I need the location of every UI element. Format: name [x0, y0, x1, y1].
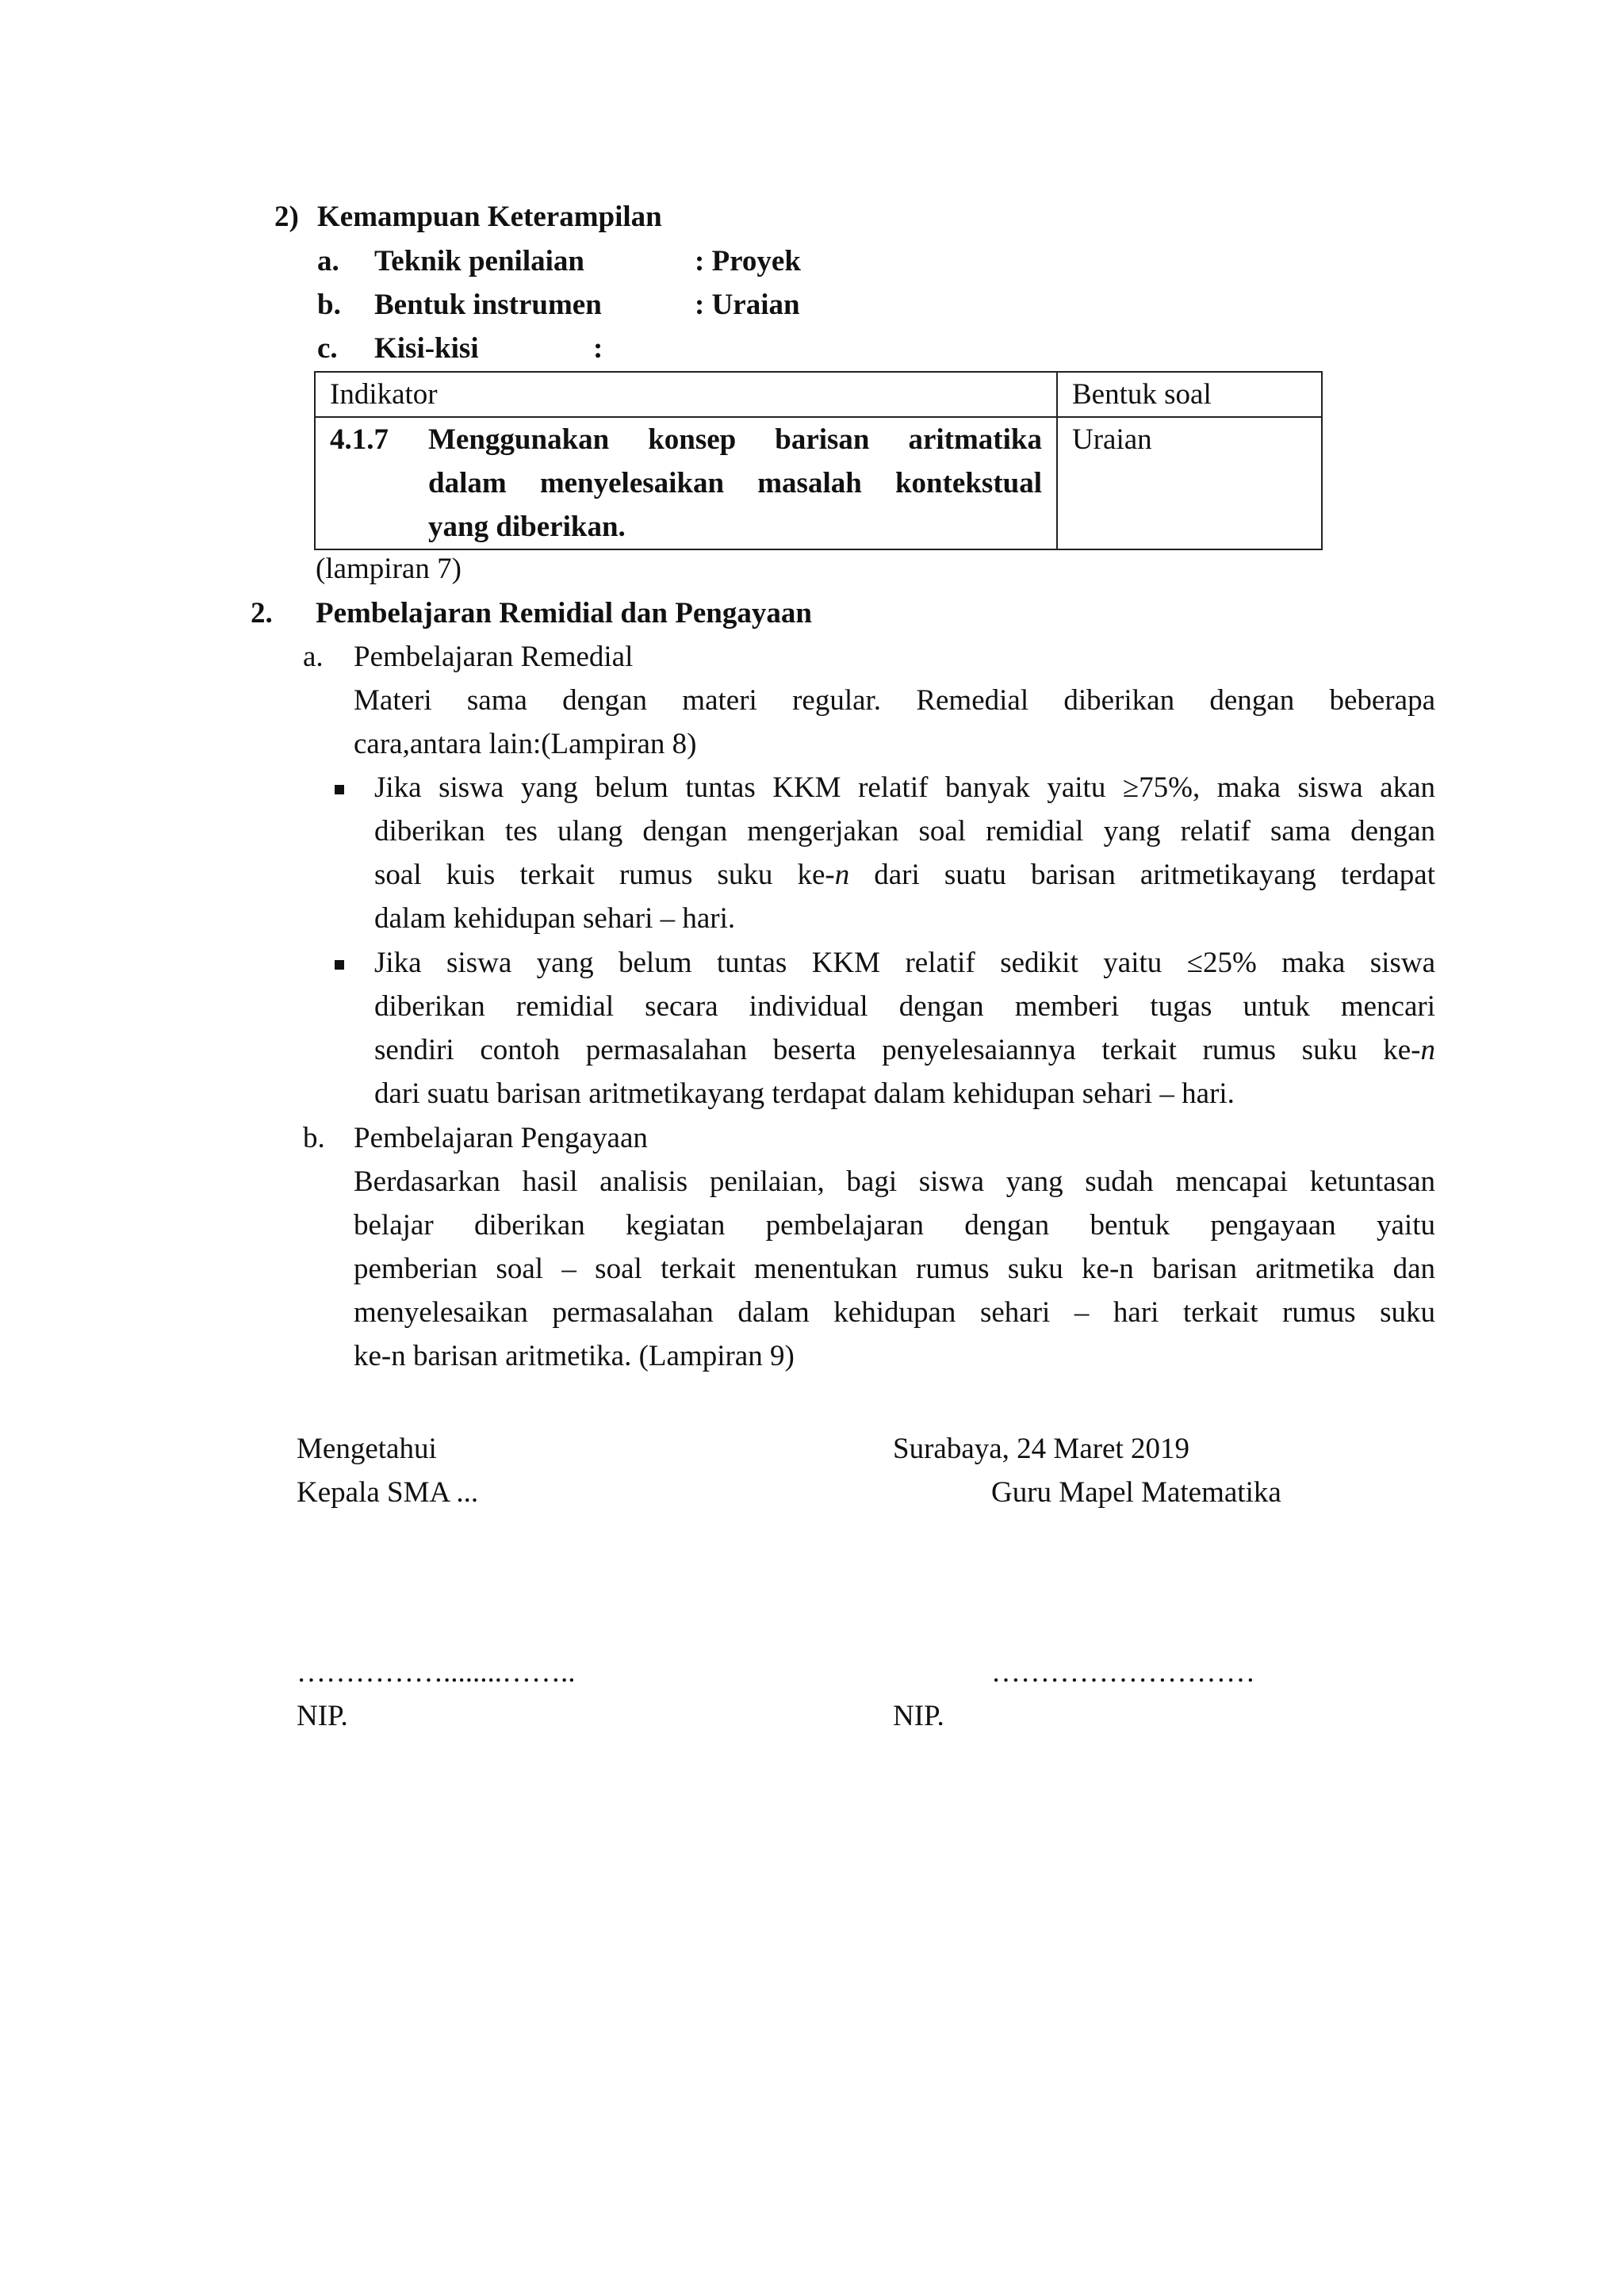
signature-right-nip: NIP.: [893, 1700, 944, 1732]
table-header-cell: Indikator: [315, 372, 1057, 417]
sub-heading: Pembelajaran Pengayaan: [354, 1122, 648, 1154]
line-text: soal kuis terkait rumus suku ke-: [374, 859, 835, 891]
item-label: Bentuk instrumen: [374, 289, 602, 321]
paragraph-line: Jika siswa yang belum tuntas KKM relatif sedikit yaitu ≤25% maka siswa: [374, 947, 1435, 979]
bullet-icon: [335, 785, 344, 794]
signature-right-dots: ………………………: [991, 1656, 1255, 1689]
item-label: Teknik penilaian: [374, 245, 584, 277]
signature-right-title: Guru Mapel Matematika: [991, 1476, 1281, 1509]
signature-place-date: Surabaya, 24 Maret 2019: [893, 1433, 1190, 1465]
sub-letter: b.: [303, 1122, 325, 1154]
paragraph-line: dari suatu barisan aritmetikayang terdapat dalam kehidupan sehari – hari.: [374, 1077, 1235, 1110]
table-header-cell: Bentuk soal: [1057, 372, 1322, 417]
indicator-code: 4.1.7: [330, 423, 389, 456]
indicator-line: Menggunakan konsep barisan aritmatika: [428, 423, 1042, 456]
paragraph-line: Jika siswa yang belum tuntas KKM relatif banyak yaitu ≥75%, maka siswa akan: [374, 771, 1435, 804]
signature-left-dots: ……………........……..: [297, 1656, 576, 1689]
line-text: sendiri contoh permasalahan beserta penyelesaiannya terkait rumus suku ke-: [374, 1034, 1421, 1066]
form-cell: Uraian: [1057, 417, 1322, 549]
paragraph-line: Materi sama dengan materi regular. Remedial diberikan dengan beberapa: [354, 684, 1435, 717]
paragraph-line: dalam kehidupan sehari – hari.: [374, 902, 736, 935]
item-letter: a.: [317, 245, 339, 277]
variable-n: n: [834, 859, 850, 891]
signature-left-title: Kepala SMA ...: [297, 1476, 479, 1509]
paragraph-line: [374, 853, 1435, 897]
item-number: 2): [274, 201, 299, 233]
item-letter: b.: [317, 289, 341, 321]
variable-n: n: [1420, 1034, 1435, 1066]
section-heading: Kemampuan Keterampilan: [317, 201, 662, 233]
paragraph-line: belajar diberikan kegiatan pembelajaran dengan bentuk pengayaan yaitu: [354, 1209, 1435, 1242]
section-number: 2.: [251, 597, 273, 629]
table-row: [315, 417, 1322, 549]
indicator-line: dalam menyelesaikan masalah kontekstual: [428, 467, 1042, 499]
item-label: Kisi-kisi: [374, 332, 479, 365]
item-letter: c.: [317, 332, 338, 365]
paragraph-line: diberikan remidial secara individual dengan memberi tugas untuk mencari: [374, 990, 1435, 1023]
sub-heading: Pembelajaran Remedial: [354, 641, 634, 673]
paragraph-line: diberikan tes ulang dengan mengerjakan soal remidial yang relatif sama dengan: [374, 815, 1435, 848]
section-heading: Pembelajaran Remidial dan Pengayaan: [316, 597, 812, 629]
paragraph-line: Berdasarkan hasil analisis penilaian, bagi siswa yang sudah mencapai ketuntasan: [354, 1165, 1435, 1198]
line-text: dari suatu barisan aritmetikayang terdapat: [849, 859, 1435, 891]
lampiran-note: (lampiran 7): [316, 553, 462, 585]
signature-left-nip: NIP.: [297, 1700, 348, 1732]
sub-letter: a.: [303, 641, 324, 673]
paragraph-line: [374, 1028, 1435, 1072]
table-header-row: [315, 372, 1322, 417]
kisi-kisi-table: [314, 371, 1323, 550]
item-value: : Uraian: [695, 289, 800, 321]
indicator-cell: [315, 417, 1057, 549]
indicator-line: yang diberikan.: [428, 511, 626, 543]
item-value: : Proyek: [695, 245, 801, 277]
signature-left-label: Mengetahui: [297, 1433, 437, 1465]
paragraph-line: ke-n barisan aritmetika. (Lampiran 9): [354, 1340, 795, 1372]
bullet-icon: [335, 960, 344, 970]
paragraph-line: pemberian soal – soal terkait menentukan rumus suku ke-n barisan aritmetika dan: [354, 1253, 1435, 1285]
item-value: :: [593, 332, 603, 365]
paragraph-line: menyelesaikan permasalahan dalam kehidupan sehari – hari terkait rumus suku: [354, 1296, 1435, 1329]
paragraph-line: cara,antara lain:(Lampiran 8): [354, 728, 697, 760]
